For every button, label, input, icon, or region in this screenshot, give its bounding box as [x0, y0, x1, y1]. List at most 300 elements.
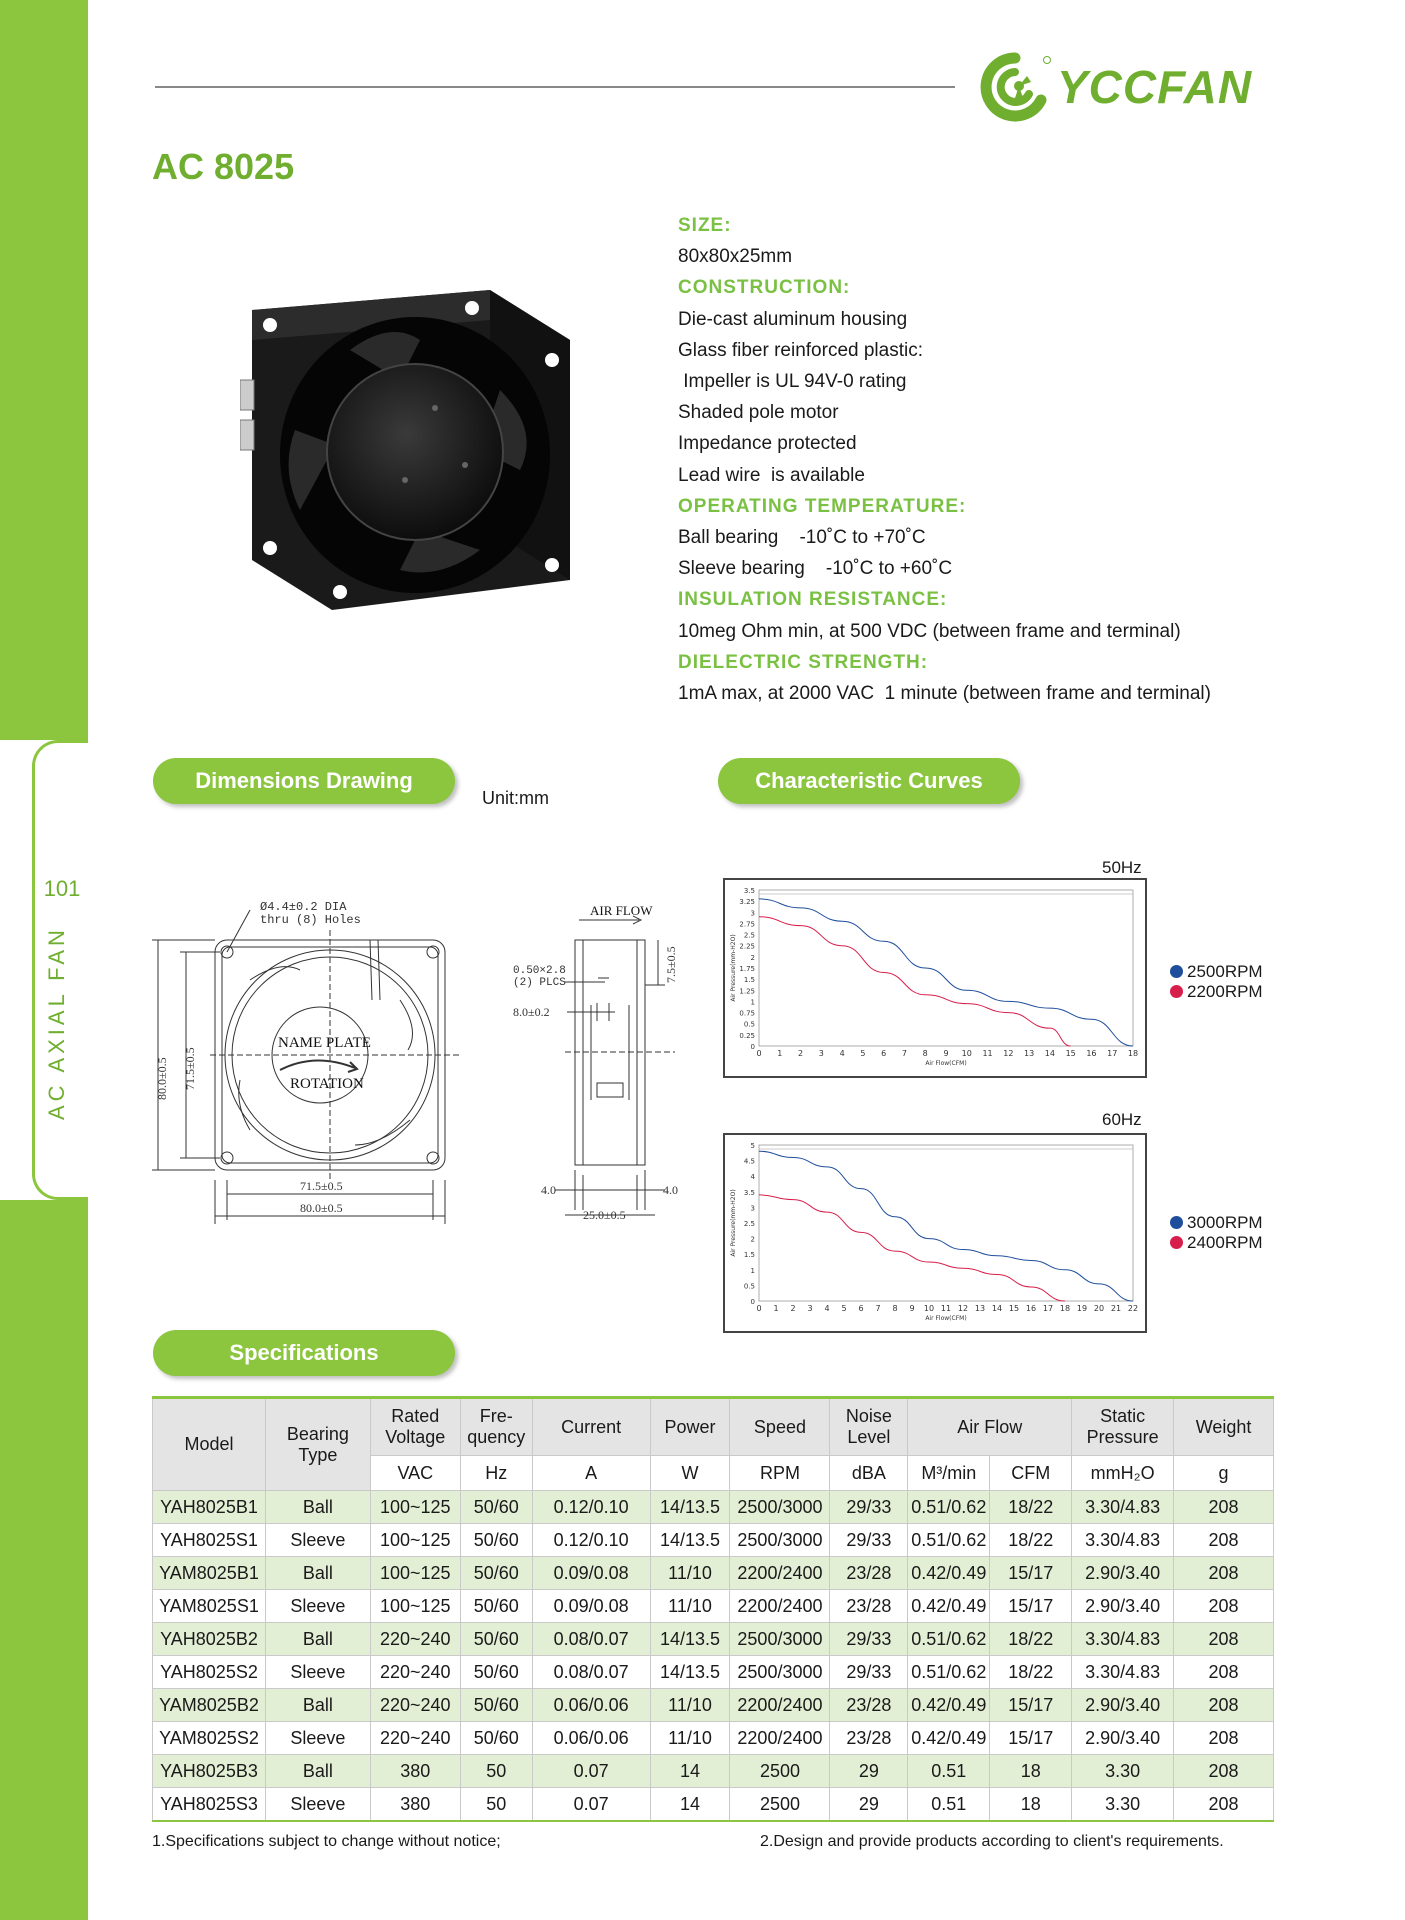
table-cell: 15/17: [990, 1689, 1072, 1722]
x-axis-label: Air Flow(CFM): [925, 1315, 967, 1322]
unit-header: VAC: [370, 1456, 460, 1491]
legend-item: [1170, 1233, 1263, 1253]
dim-4-left: 4.0: [541, 1183, 556, 1197]
table-cell: 2200/2400: [730, 1590, 830, 1623]
legend-item: [1170, 1213, 1263, 1233]
spec-line: Lead wire is available: [678, 464, 865, 486]
table-cell: 50: [460, 1788, 532, 1822]
x-tick-label: 13: [1024, 1049, 1035, 1058]
dimension-drawing-side: [505, 885, 695, 1230]
legend-label: 3000RPM: [1187, 1213, 1263, 1232]
table-cell: 220~240: [370, 1656, 460, 1689]
x-tick-label: 10: [923, 1304, 935, 1313]
spec-line: Glass fiber reinforced plastic:: [678, 339, 923, 361]
dim-715-horizontal: 71.5±0.5: [300, 1179, 343, 1193]
table-cell: 14/13.5: [650, 1491, 730, 1524]
table-cell: 2500: [730, 1788, 830, 1822]
table-row: [153, 1788, 1274, 1822]
y-tick-label: 4: [750, 1173, 755, 1182]
unit-label: Unit:mm: [482, 788, 549, 808]
table-cell: 3.30: [1072, 1788, 1174, 1822]
table-cell: 100~125: [370, 1557, 460, 1590]
fan-product-photo: [240, 280, 580, 620]
table-cell: 50/60: [460, 1491, 532, 1524]
footnote-2: 2.Design and provide products according to client's requirements.: [760, 1833, 1224, 1850]
table-cell: YAM8025S1: [153, 1590, 266, 1623]
y-tick-label: 3: [750, 909, 755, 918]
col-header: Bearing Type: [265, 1398, 370, 1491]
table-cell: 208: [1174, 1623, 1274, 1656]
x-axis-label: Air Flow(CFM): [925, 1060, 967, 1067]
table-cell: 50: [460, 1755, 532, 1788]
y-tick-label: 2: [750, 953, 755, 962]
series-line: [759, 1195, 1065, 1301]
x-tick-label: 10: [961, 1049, 972, 1058]
col-header: Model: [153, 1398, 266, 1491]
table-cell: 3.30/4.83: [1072, 1623, 1174, 1656]
table-cell: 0.09/0.08: [532, 1590, 650, 1623]
table-cell: 29: [830, 1788, 908, 1822]
unit-header: g: [1174, 1456, 1274, 1491]
series-line: [759, 917, 1071, 1046]
x-tick-label: 6: [858, 1304, 864, 1313]
y-tick-label: 2.25: [739, 942, 755, 951]
terminal-spec: 0.50×2.8: [513, 965, 566, 977]
table-cell: 100~125: [370, 1491, 460, 1524]
table-row: [153, 1689, 1274, 1722]
table-cell: 50/60: [460, 1689, 532, 1722]
x-tick-label: 22: [1127, 1304, 1139, 1313]
unit-header: dBA: [830, 1456, 908, 1491]
table-cell: 14/13.5: [650, 1623, 730, 1656]
table-cell: 29/33: [830, 1491, 908, 1524]
table-cell: 11/10: [650, 1557, 730, 1590]
table-cell: 2200/2400: [730, 1689, 830, 1722]
table-cell: 29: [830, 1755, 908, 1788]
x-tick-label: 19: [1076, 1304, 1088, 1313]
dim-715-vertical: 71.5±0.5: [183, 1047, 197, 1090]
table-cell: 0.42/0.49: [908, 1590, 990, 1623]
table-cell: YAH8025B2: [153, 1623, 266, 1656]
x-tick-label: 14: [991, 1304, 1003, 1313]
x-tick-label: 1: [777, 1049, 783, 1058]
y-tick-label: 5: [750, 1142, 755, 1150]
table-cell: 0.12/0.10: [532, 1524, 650, 1557]
table-cell: 0.09/0.08: [532, 1557, 650, 1590]
table-cell: 208: [1174, 1656, 1274, 1689]
table-cell: 380: [370, 1788, 460, 1822]
table-cell: 14: [650, 1788, 730, 1822]
table-cell: 50/60: [460, 1590, 532, 1623]
col-header: Current: [532, 1398, 650, 1456]
spec-heading: CONSTRUCTION:: [678, 277, 851, 299]
spec-heading: INSULATION RESISTANCE:: [678, 589, 948, 611]
table-cell: YAM8025B1: [153, 1557, 266, 1590]
table-cell: 2200/2400: [730, 1722, 830, 1755]
brand-name: YCCFAN: [1057, 61, 1253, 113]
table-cell: 208: [1174, 1689, 1274, 1722]
x-tick-label: 0: [756, 1049, 762, 1058]
table-cell: 18: [990, 1788, 1072, 1822]
y-tick-label: 1.5: [743, 1251, 755, 1260]
dim-75: 7.5±0.5: [664, 946, 678, 983]
dim-8: 8.0±0.2: [513, 1005, 550, 1019]
product-title: AC 8025: [152, 146, 295, 187]
x-tick-label: 3: [807, 1304, 813, 1313]
series-line: [759, 1151, 1133, 1301]
table-body: [153, 1491, 1274, 1822]
table-cell: 220~240: [370, 1722, 460, 1755]
table-row: [153, 1623, 1274, 1656]
table-cell: 50/60: [460, 1524, 532, 1557]
table-cell: 0.06/0.06: [532, 1722, 650, 1755]
name-plate-label: NAME PLATE: [278, 1035, 371, 1051]
table-cell: 208: [1174, 1755, 1274, 1788]
table-cell: 50/60: [460, 1722, 532, 1755]
y-tick-label: 0.75: [739, 1009, 755, 1018]
table-cell: 14: [650, 1755, 730, 1788]
table-cell: 15/17: [990, 1590, 1072, 1623]
table-cell: 18: [990, 1755, 1072, 1788]
spec-line: Sleeve bearing -10˚C to +60˚C: [678, 558, 953, 580]
table-cell: Ball: [265, 1623, 370, 1656]
y-axis-label: Air Pressure(mm-H2O): [730, 934, 737, 1002]
legend-label: 2400RPM: [1187, 1233, 1263, 1252]
spec-heading: DIELECTRIC STRENGTH:: [678, 651, 929, 673]
table-cell: 208: [1174, 1491, 1274, 1524]
table-cell: 50/60: [460, 1656, 532, 1689]
table-cell: 50/60: [460, 1557, 532, 1590]
table-cell: 23/28: [830, 1590, 908, 1623]
dim-4-right: 4.0: [663, 1183, 678, 1197]
table-row: [153, 1557, 1274, 1590]
spec-description: [678, 210, 1298, 709]
x-tick-label: 4: [839, 1049, 845, 1058]
table-cell: Sleeve: [265, 1590, 370, 1623]
table-cell: 23/28: [830, 1557, 908, 1590]
table-cell: 0.51: [908, 1755, 990, 1788]
table-cell: Sleeve: [265, 1788, 370, 1822]
x-tick-label: 17: [1107, 1049, 1118, 1058]
dim-80-horizontal: 80.0±0.5: [300, 1201, 343, 1215]
y-tick-label: 1.5: [743, 976, 755, 985]
section-title-curves: Characteristic Curves: [718, 758, 1020, 804]
table-cell: 208: [1174, 1788, 1274, 1822]
table-cell: YAM8025S2: [153, 1722, 266, 1755]
col-header: Weight: [1174, 1398, 1274, 1456]
series-line: [759, 899, 1133, 1046]
sidebar-green-band-top: [0, 0, 88, 740]
chart-50hz-plot: [725, 880, 1145, 1076]
table-cell: 220~240: [370, 1689, 460, 1722]
footnote-1: 1.Specifications subject to change without notice;: [152, 1833, 501, 1850]
table-cell: 14/13.5: [650, 1524, 730, 1557]
table-cell: 208: [1174, 1590, 1274, 1623]
table-cell: 18/22: [990, 1623, 1072, 1656]
table-cell: 0.51/0.62: [908, 1491, 990, 1524]
y-tick-label: 3.5: [743, 887, 755, 895]
table-cell: 23/28: [830, 1722, 908, 1755]
spec-line: Impedance protected: [678, 433, 857, 455]
dim-80-vertical: 80.0±0.5: [155, 1057, 169, 1100]
fan-logo-icon: [975, 52, 1055, 122]
header-rule: [155, 86, 955, 88]
table-cell: 29/33: [830, 1623, 908, 1656]
table-cell: 0.51/0.62: [908, 1623, 990, 1656]
dim-25: 25.0±0.5: [583, 1208, 626, 1222]
chart-60hz-plot: [725, 1135, 1145, 1331]
spec-heading: OPERATING TEMPERATURE:: [678, 495, 967, 517]
unit-header: Hz: [460, 1456, 532, 1491]
x-tick-label: 9: [909, 1304, 915, 1313]
table-cell: 11/10: [650, 1722, 730, 1755]
section-title-specifications: Specifications: [153, 1330, 455, 1376]
table-row: [153, 1722, 1274, 1755]
table-cell: YAH8025S3: [153, 1788, 266, 1822]
spec-heading: SIZE:: [678, 215, 732, 236]
x-tick-label: 2: [790, 1304, 796, 1313]
table-cell: 50/60: [460, 1623, 532, 1656]
x-tick-label: 21: [1110, 1304, 1122, 1313]
y-tick-label: 0.5: [743, 1282, 755, 1291]
table-cell: 208: [1174, 1722, 1274, 1755]
y-tick-label: 0: [750, 1043, 755, 1051]
y-tick-label: 1.75: [739, 965, 755, 973]
sidebar-category-label: AC AXIAL FAN: [44, 926, 69, 1120]
x-tick-label: 16: [1025, 1304, 1037, 1313]
x-tick-label: 7: [875, 1304, 881, 1313]
table-cell: 0.51/0.62: [908, 1656, 990, 1689]
table-cell: YAH8025B3: [153, 1755, 266, 1788]
spec-line: Impeller is UL 94V-0 rating: [678, 371, 907, 393]
table-cell: Ball: [265, 1491, 370, 1524]
y-tick-label: 1: [750, 1266, 755, 1275]
plot-area: [759, 890, 1133, 1046]
table-cell: Sleeve: [265, 1722, 370, 1755]
y-tick-label: 0: [750, 1298, 755, 1306]
table-cell: 0.42/0.49: [908, 1722, 990, 1755]
table-cell: 2.90/3.40: [1072, 1590, 1174, 1623]
y-tick-label: 2.75: [739, 920, 755, 929]
table-cell: 15/17: [990, 1722, 1072, 1755]
spec-line: Ball bearing -10˚C to +70˚C: [678, 527, 926, 549]
table-cell: 0.42/0.49: [908, 1557, 990, 1590]
x-tick-label: 5: [841, 1304, 847, 1313]
rotation-label: ROTATION: [290, 1076, 364, 1092]
x-tick-label: 4: [824, 1304, 830, 1313]
table-cell: 100~125: [370, 1524, 460, 1557]
table-cell: 3.30: [1072, 1755, 1174, 1788]
x-tick-label: 17: [1042, 1304, 1054, 1313]
table-cell: 100~125: [370, 1590, 460, 1623]
holes-spec-2: thru (8) Holes: [260, 913, 361, 927]
legend-60hz: [1170, 1213, 1263, 1253]
table-cell: 18/22: [990, 1656, 1072, 1689]
spec-line: 10meg Ohm min, at 500 VDC (between frame and terminal): [678, 620, 1181, 642]
table-header-row: [153, 1398, 1274, 1456]
table-cell: YAM8025B2: [153, 1689, 266, 1722]
chart-title-50hz: 50Hz: [1102, 858, 1142, 877]
x-tick-label: 18: [1059, 1304, 1071, 1313]
legend-item: [1170, 962, 1263, 982]
x-tick-label: 7: [901, 1049, 907, 1058]
section-title-dimensions: Dimensions Drawing: [153, 758, 455, 804]
table-cell: 0.08/0.07: [532, 1656, 650, 1689]
x-tick-label: 20: [1093, 1304, 1105, 1313]
legend-50hz: [1170, 962, 1263, 1002]
x-tick-label: 3: [818, 1049, 824, 1058]
table-cell: 2.90/3.40: [1072, 1557, 1174, 1590]
table-cell: YAH8025S2: [153, 1656, 266, 1689]
sidebar-green-band-bottom: [0, 1200, 88, 1920]
x-tick-label: 18: [1127, 1049, 1139, 1058]
unit-header: RPM: [730, 1456, 830, 1491]
table-cell: 29/33: [830, 1524, 908, 1557]
y-tick-label: 3.5: [743, 1188, 755, 1197]
unit-header: CFM: [990, 1456, 1072, 1491]
x-tick-label: 12: [957, 1304, 969, 1313]
y-tick-label: 2: [750, 1235, 755, 1244]
spec-line: 1mA max, at 2000 VAC 1 minute (between frame and terminal): [678, 683, 1211, 705]
legend-swatch: [1170, 1216, 1183, 1229]
specifications-table: [152, 1396, 1274, 1822]
table-row: [153, 1755, 1274, 1788]
col-header: Noise Level: [830, 1398, 908, 1456]
legend-swatch: [1170, 965, 1183, 978]
col-header: Fre-quency: [460, 1398, 532, 1456]
table-cell: 3.30/4.83: [1072, 1524, 1174, 1557]
x-tick-label: 15: [1065, 1049, 1076, 1058]
table-cell: 2500: [730, 1755, 830, 1788]
unit-header: M³/min: [908, 1456, 990, 1491]
airflow-label: AIR FLOW: [590, 903, 653, 918]
table-cell: 0.51: [908, 1788, 990, 1822]
x-tick-label: 11: [982, 1049, 993, 1058]
x-tick-label: 13: [974, 1304, 986, 1313]
x-tick-label: 1: [773, 1304, 779, 1313]
legend-swatch: [1170, 1236, 1183, 1249]
y-tick-label: 3: [750, 1204, 755, 1213]
table-cell: 0.51/0.62: [908, 1524, 990, 1557]
y-tick-label: 3.25: [739, 898, 755, 907]
y-tick-label: 4.5: [743, 1157, 755, 1166]
x-tick-label: 9: [943, 1049, 949, 1058]
table-cell: Ball: [265, 1689, 370, 1722]
x-tick-label: 14: [1044, 1049, 1055, 1058]
table-cell: 208: [1174, 1557, 1274, 1590]
x-tick-label: 11: [940, 1304, 952, 1313]
col-header: Rated Voltage: [370, 1398, 460, 1456]
table-row: [153, 1590, 1274, 1623]
legend-item: [1170, 982, 1263, 1002]
x-tick-label: 5: [860, 1049, 866, 1058]
unit-header: W: [650, 1456, 730, 1491]
table-cell: 0.06/0.06: [532, 1689, 650, 1722]
table-row: [153, 1656, 1274, 1689]
table-cell: 11/10: [650, 1689, 730, 1722]
x-tick-label: 15: [1008, 1304, 1020, 1313]
table-cell: 18/22: [990, 1524, 1072, 1557]
y-tick-label: 2.5: [743, 931, 755, 940]
table-cell: Ball: [265, 1755, 370, 1788]
table-cell: YAH8025B1: [153, 1491, 266, 1524]
table-cell: 0.42/0.49: [908, 1689, 990, 1722]
table-row: [153, 1491, 1274, 1524]
page-number: 101: [43, 876, 81, 901]
col-header: Static Pressure: [1072, 1398, 1174, 1456]
x-tick-label: 8: [922, 1049, 928, 1058]
table-cell: Sleeve: [265, 1524, 370, 1557]
y-axis-label: Air Pressure(mm-H2O): [730, 1189, 737, 1257]
y-tick-label: 2.5: [743, 1220, 755, 1228]
spec-line: 80x80x25mm: [678, 246, 793, 268]
table-cell: 2500/3000: [730, 1656, 830, 1689]
legend-swatch: [1170, 985, 1183, 998]
table-cell: 3.30/4.83: [1072, 1656, 1174, 1689]
table-cell: 0.07: [532, 1788, 650, 1822]
table-cell: 0.07: [532, 1755, 650, 1788]
chart-60hz: [723, 1133, 1147, 1333]
table-cell: 29/33: [830, 1656, 908, 1689]
spec-line: Die-cast aluminum housing: [678, 308, 908, 330]
table-cell: 15/17: [990, 1557, 1072, 1590]
x-tick-label: 2: [798, 1049, 804, 1058]
table-cell: YAH8025S1: [153, 1524, 266, 1557]
holes-spec: Ø4.4±0.2 DIA: [260, 900, 347, 914]
y-tick-label: 1: [750, 998, 755, 1007]
chart-title-60hz: 60Hz: [1102, 1110, 1142, 1129]
y-tick-label: 0.25: [739, 1031, 755, 1040]
x-tick-label: 12: [1003, 1049, 1014, 1058]
table-cell: 380: [370, 1755, 460, 1788]
table-cell: 0.12/0.10: [532, 1491, 650, 1524]
legend-label: 2200RPM: [1187, 982, 1263, 1001]
table-cell: 0.08/0.07: [532, 1623, 650, 1656]
table-cell: 2200/2400: [730, 1557, 830, 1590]
table-cell: 220~240: [370, 1623, 460, 1656]
col-header: Air Flow: [908, 1398, 1072, 1456]
y-tick-label: 0.5: [743, 1020, 755, 1029]
table-cell: 2500/3000: [730, 1524, 830, 1557]
table-cell: Sleeve: [265, 1656, 370, 1689]
col-header: Speed: [730, 1398, 830, 1456]
table-cell: Ball: [265, 1557, 370, 1590]
table-cell: 2500/3000: [730, 1623, 830, 1656]
table-cell: 18/22: [990, 1491, 1072, 1524]
table-cell: 3.30/4.83: [1072, 1491, 1174, 1524]
terminal-spec-2: (2) PLCS: [513, 977, 566, 989]
legend-label: 2500RPM: [1187, 962, 1263, 981]
table-row: [153, 1524, 1274, 1557]
table-cell: 14/13.5: [650, 1656, 730, 1689]
brand-logo: [975, 52, 1275, 122]
col-header: Power: [650, 1398, 730, 1456]
x-tick-label: 8: [892, 1304, 898, 1313]
unit-header: mmH₂O: [1072, 1456, 1174, 1491]
plot-area: [759, 1145, 1133, 1301]
chart-50hz: [723, 878, 1147, 1078]
table-cell: 11/10: [650, 1590, 730, 1623]
table-cell: 2500/3000: [730, 1491, 830, 1524]
table-cell: 2.90/3.40: [1072, 1722, 1174, 1755]
table-cell: 208: [1174, 1524, 1274, 1557]
x-tick-label: 16: [1086, 1049, 1097, 1058]
x-tick-label: 0: [756, 1304, 762, 1313]
y-tick-label: 1.25: [739, 987, 755, 996]
x-tick-label: 6: [881, 1049, 887, 1058]
unit-header: A: [532, 1456, 650, 1491]
table-cell: 2.90/3.40: [1072, 1689, 1174, 1722]
